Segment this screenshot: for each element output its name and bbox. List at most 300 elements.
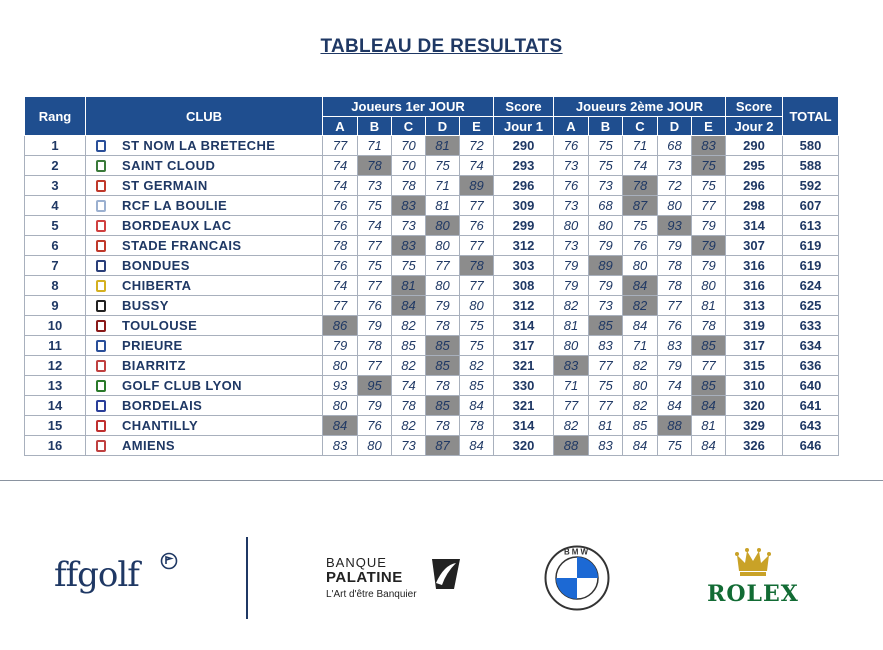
day2-score-cell: 75 [623, 216, 658, 236]
day1-score-cell: 85 [460, 376, 494, 396]
day1-score-cell: 75 [460, 336, 494, 356]
score-day1-cell: 330 [494, 376, 554, 396]
score-day1-cell: 317 [494, 336, 554, 356]
day2-score-cell: 80 [623, 256, 658, 276]
day1-score-cell: 78 [323, 236, 358, 256]
score-day2-cell: 295 [726, 156, 783, 176]
day1-score-cell: 79 [358, 396, 392, 416]
score-day2-cell: 316 [726, 256, 783, 276]
club-logo-icon [96, 240, 106, 252]
score-day2-cell: 310 [726, 376, 783, 396]
club-cell [86, 256, 323, 276]
header-player-a: A [554, 117, 589, 136]
table-row [25, 336, 839, 356]
day1-score-cell: 74 [358, 216, 392, 236]
day1-score-cell: 77 [323, 296, 358, 316]
rang-cell: 14 [25, 396, 86, 416]
total-cell: 619 [783, 236, 839, 256]
club-logo-icon [96, 160, 106, 172]
day2-score-cell: 75 [658, 436, 692, 456]
day2-score-cell: 74 [658, 376, 692, 396]
day1-score-cell: 78 [460, 416, 494, 436]
day2-score-cell: 73 [554, 236, 589, 256]
day1-score-cell: 75 [358, 196, 392, 216]
score-day1-cell: 321 [494, 396, 554, 416]
club-name: BIARRITZ [122, 358, 186, 373]
day1-score-cell: 73 [358, 176, 392, 196]
club-cell [86, 156, 323, 176]
club-name: BORDEAUX LAC [122, 218, 232, 233]
score-day2-cell: 319 [726, 316, 783, 336]
day2-score-cell: 82 [554, 296, 589, 316]
day1-score-cell: 77 [460, 276, 494, 296]
day2-score-cell: 76 [658, 316, 692, 336]
day2-score-cell: 81 [589, 416, 623, 436]
club-name: BORDELAIS [122, 398, 203, 413]
score-day1-cell: 312 [494, 296, 554, 316]
banque-palatine-logo [324, 555, 464, 603]
header-score1-line1: Score [494, 97, 554, 117]
day1-score-cell: 85 [426, 356, 460, 376]
day1-score-cell: 76 [323, 216, 358, 236]
day2-score-cell: 77 [658, 296, 692, 316]
rang-cell: 2 [25, 156, 86, 176]
club-cell [86, 176, 323, 196]
day2-score-cell: 73 [589, 176, 623, 196]
day1-score-cell: 76 [460, 216, 494, 236]
rang-cell: 10 [25, 316, 86, 336]
club-wrapper [86, 236, 322, 255]
header-player-b: B [589, 117, 623, 136]
total-cell: 580 [783, 136, 839, 156]
header-club: CLUB [86, 97, 323, 136]
day1-score-cell: 82 [392, 356, 426, 376]
results-table [24, 96, 839, 456]
club-wrapper [86, 196, 322, 215]
day1-score-cell: 85 [426, 396, 460, 416]
table-row [25, 176, 839, 196]
table-row [25, 416, 839, 436]
header-player-d: D [426, 117, 460, 136]
day2-score-cell: 85 [623, 416, 658, 436]
day2-score-cell: 78 [692, 316, 726, 336]
day1-score-cell: 73 [392, 216, 426, 236]
day2-score-cell: 74 [623, 156, 658, 176]
day1-score-cell: 80 [358, 436, 392, 456]
club-logo-icon [96, 220, 106, 232]
day2-score-cell: 75 [692, 156, 726, 176]
total-cell: 588 [783, 156, 839, 176]
table-row [25, 196, 839, 216]
day2-score-cell: 73 [589, 296, 623, 316]
day1-score-cell: 73 [392, 436, 426, 456]
club-logo-icon [96, 380, 106, 392]
day2-score-cell: 79 [658, 356, 692, 376]
day1-score-cell: 80 [323, 396, 358, 416]
day1-score-cell: 77 [460, 196, 494, 216]
rang-cell: 4 [25, 196, 86, 216]
day2-score-cell: 81 [692, 416, 726, 436]
day2-score-cell: 79 [589, 236, 623, 256]
score-day1-cell: 308 [494, 276, 554, 296]
day1-score-cell: 77 [358, 276, 392, 296]
header-day1: Joueurs 1er JOUR [323, 97, 494, 117]
day2-score-cell: 93 [658, 216, 692, 236]
score-day2-cell: 307 [726, 236, 783, 256]
score-day2-cell: 313 [726, 296, 783, 316]
bmw-lettering: BMW [564, 547, 590, 557]
header-player-e: E [460, 117, 494, 136]
day2-score-cell: 82 [623, 356, 658, 376]
score-day2-cell: 315 [726, 356, 783, 376]
header-player-c: C [392, 117, 426, 136]
club-name: GOLF CLUB LYON [122, 378, 242, 393]
total-cell: 625 [783, 296, 839, 316]
day1-score-cell: 78 [392, 176, 426, 196]
day1-score-cell: 75 [426, 156, 460, 176]
day2-score-cell: 73 [554, 196, 589, 216]
club-wrapper [86, 216, 322, 235]
day1-score-cell: 76 [323, 256, 358, 276]
score-day1-cell: 293 [494, 156, 554, 176]
rang-cell: 9 [25, 296, 86, 316]
day2-score-cell: 80 [623, 376, 658, 396]
day1-score-cell: 82 [392, 416, 426, 436]
day2-score-cell: 68 [589, 196, 623, 216]
table-row [25, 316, 839, 336]
day1-score-cell: 74 [392, 376, 426, 396]
total-cell: 636 [783, 356, 839, 376]
header-player-e: E [692, 117, 726, 136]
day2-score-cell: 76 [623, 236, 658, 256]
day1-score-cell: 86 [323, 316, 358, 336]
club-logo-icon [96, 360, 106, 372]
club-logo-icon [96, 420, 106, 432]
score-day2-cell: 298 [726, 196, 783, 216]
club-name: RCF LA BOULIE [122, 198, 228, 213]
day2-score-cell: 84 [692, 396, 726, 416]
table-row [25, 436, 839, 456]
score-day2-cell: 314 [726, 216, 783, 236]
club-name: SAINT CLOUD [122, 158, 216, 173]
day1-score-cell: 84 [323, 416, 358, 436]
ffgolf-mark-icon [160, 552, 178, 570]
club-name: ST NOM LA BRETECHE [122, 138, 276, 153]
day1-score-cell: 79 [358, 316, 392, 336]
score-day2-cell: 329 [726, 416, 783, 436]
day2-score-cell: 68 [658, 136, 692, 156]
rolex-logo [698, 547, 808, 607]
day2-score-cell: 76 [554, 136, 589, 156]
day1-score-cell: 76 [323, 196, 358, 216]
club-wrapper [86, 416, 322, 435]
day2-score-cell: 78 [623, 176, 658, 196]
total-cell: 643 [783, 416, 839, 436]
club-name: AMIENS [122, 438, 175, 453]
day2-score-cell: 79 [589, 276, 623, 296]
total-cell: 641 [783, 396, 839, 416]
day2-score-cell: 80 [554, 216, 589, 236]
club-wrapper [86, 156, 322, 175]
day2-score-cell: 83 [554, 356, 589, 376]
club-wrapper [86, 356, 322, 375]
day2-score-cell: 80 [554, 336, 589, 356]
rang-cell: 12 [25, 356, 86, 376]
banque-line2: PALATINE [326, 569, 403, 586]
club-logo-icon [96, 260, 106, 272]
day1-score-cell: 84 [392, 296, 426, 316]
table-row [25, 356, 839, 376]
score-day2-cell: 326 [726, 436, 783, 456]
total-cell: 613 [783, 216, 839, 236]
total-cell: 592 [783, 176, 839, 196]
score-day1-cell: 296 [494, 176, 554, 196]
day2-score-cell: 71 [554, 376, 589, 396]
day2-score-cell: 72 [658, 176, 692, 196]
day2-score-cell: 87 [623, 196, 658, 216]
day1-score-cell: 78 [460, 256, 494, 276]
total-cell: 633 [783, 316, 839, 336]
day2-score-cell: 77 [692, 196, 726, 216]
day1-score-cell: 82 [460, 356, 494, 376]
club-name: CHIBERTA [122, 278, 192, 293]
total-cell: 640 [783, 376, 839, 396]
day2-score-cell: 88 [554, 436, 589, 456]
club-cell [86, 196, 323, 216]
table-row [25, 396, 839, 416]
day1-score-cell: 95 [358, 376, 392, 396]
club-wrapper [86, 376, 322, 395]
total-cell: 619 [783, 256, 839, 276]
rang-cell: 11 [25, 336, 86, 356]
rang-cell: 7 [25, 256, 86, 276]
banque-line1: BANQUE [326, 555, 387, 570]
day1-score-cell: 85 [426, 336, 460, 356]
rolex-wordmark: ROLEX [707, 581, 799, 607]
day1-score-cell: 83 [392, 196, 426, 216]
score-day1-cell: 314 [494, 416, 554, 436]
sponsor-separator [246, 537, 248, 619]
day1-score-cell: 84 [460, 436, 494, 456]
day1-score-cell: 76 [358, 416, 392, 436]
total-cell: 646 [783, 436, 839, 456]
day2-score-cell: 82 [623, 296, 658, 316]
rang-cell: 5 [25, 216, 86, 236]
club-cell [86, 136, 323, 156]
page-title: TABLEAU DE RESULTATS [320, 36, 563, 57]
table-row [25, 376, 839, 396]
day1-score-cell: 80 [426, 236, 460, 256]
day2-score-cell: 89 [589, 256, 623, 276]
club-cell [86, 296, 323, 316]
club-name: BONDUES [122, 258, 190, 273]
club-wrapper [86, 436, 322, 455]
day1-score-cell: 71 [426, 176, 460, 196]
table-row [25, 216, 839, 236]
club-logo-icon [96, 340, 106, 352]
rang-cell: 13 [25, 376, 86, 396]
total-cell: 624 [783, 276, 839, 296]
day2-score-cell: 76 [554, 176, 589, 196]
day1-score-cell: 75 [392, 256, 426, 276]
banque-tagline: L'Art d'être Banquier [326, 589, 417, 600]
score-day1-cell: 299 [494, 216, 554, 236]
club-name: BUSSY [122, 298, 169, 313]
club-wrapper [86, 256, 322, 275]
day2-score-cell: 84 [623, 316, 658, 336]
header-score2-line1: Score [726, 97, 783, 117]
total-cell: 634 [783, 336, 839, 356]
day1-score-cell: 93 [323, 376, 358, 396]
day1-score-cell: 70 [392, 156, 426, 176]
rolex-crown-icon [733, 547, 773, 577]
score-day1-cell: 321 [494, 356, 554, 376]
day1-score-cell: 78 [426, 316, 460, 336]
club-wrapper [86, 136, 322, 155]
day2-score-cell: 84 [623, 276, 658, 296]
score-day2-cell: 316 [726, 276, 783, 296]
day2-score-cell: 83 [692, 136, 726, 156]
day2-score-cell: 75 [589, 156, 623, 176]
divider [0, 480, 883, 481]
day2-score-cell: 78 [658, 256, 692, 276]
club-cell [86, 336, 323, 356]
table-row [25, 236, 839, 256]
day2-score-cell: 78 [658, 276, 692, 296]
club-cell [86, 376, 323, 396]
ffgolf-logo: ffgolf [54, 555, 139, 595]
day2-score-cell: 84 [692, 436, 726, 456]
club-wrapper [86, 176, 322, 195]
club-logo-icon [96, 320, 106, 332]
day1-score-cell: 77 [426, 256, 460, 276]
table-row [25, 256, 839, 276]
day2-score-cell: 81 [554, 316, 589, 336]
score-day1-cell: 309 [494, 196, 554, 216]
club-cell [86, 316, 323, 336]
rang-cell: 8 [25, 276, 86, 296]
day1-score-cell: 87 [426, 436, 460, 456]
table-row [25, 156, 839, 176]
score-day2-cell: 290 [726, 136, 783, 156]
day1-score-cell: 83 [392, 236, 426, 256]
day2-score-cell: 77 [692, 356, 726, 376]
club-cell [86, 236, 323, 256]
day1-score-cell: 74 [323, 276, 358, 296]
score-day1-cell: 290 [494, 136, 554, 156]
day2-score-cell: 77 [554, 396, 589, 416]
club-cell [86, 216, 323, 236]
day2-score-cell: 79 [692, 256, 726, 276]
club-cell [86, 416, 323, 436]
results-body [25, 136, 839, 456]
day1-score-cell: 77 [358, 236, 392, 256]
day1-score-cell: 79 [426, 296, 460, 316]
day2-score-cell: 71 [623, 336, 658, 356]
day1-score-cell: 78 [426, 416, 460, 436]
table-row [25, 136, 839, 156]
day2-score-cell: 80 [692, 276, 726, 296]
bmw-logo [544, 545, 610, 611]
club-logo-icon [96, 140, 106, 152]
club-wrapper [86, 296, 322, 315]
day2-score-cell: 79 [692, 236, 726, 256]
score-day1-cell: 312 [494, 236, 554, 256]
day2-score-cell: 77 [589, 396, 623, 416]
day1-score-cell: 78 [358, 156, 392, 176]
day2-score-cell: 79 [692, 216, 726, 236]
club-cell [86, 356, 323, 376]
header-score1-line2: Jour 1 [494, 117, 554, 136]
day2-score-cell: 81 [692, 296, 726, 316]
day1-score-cell: 83 [323, 436, 358, 456]
header-player-a: A [323, 117, 358, 136]
day1-score-cell: 74 [323, 176, 358, 196]
header-total: TOTAL [783, 97, 839, 136]
day2-score-cell: 84 [623, 436, 658, 456]
score-day2-cell: 296 [726, 176, 783, 196]
day1-score-cell: 81 [426, 136, 460, 156]
club-name: STADE FRANCAIS [122, 238, 242, 253]
day1-score-cell: 78 [426, 376, 460, 396]
day2-score-cell: 80 [589, 216, 623, 236]
club-logo-icon [96, 180, 106, 192]
club-name: TOULOUSE [122, 318, 198, 333]
header-day2: Joueurs 2ème JOUR [554, 97, 726, 117]
club-logo-icon [96, 280, 106, 292]
rang-cell: 1 [25, 136, 86, 156]
day2-score-cell: 77 [589, 356, 623, 376]
day1-score-cell: 89 [460, 176, 494, 196]
day2-score-cell: 85 [589, 316, 623, 336]
day1-score-cell: 76 [358, 296, 392, 316]
club-cell [86, 436, 323, 456]
rang-cell: 16 [25, 436, 86, 456]
day1-score-cell: 80 [460, 296, 494, 316]
day1-score-cell: 78 [392, 396, 426, 416]
day2-score-cell: 75 [589, 136, 623, 156]
day2-score-cell: 75 [692, 176, 726, 196]
club-wrapper [86, 276, 322, 295]
club-cell [86, 276, 323, 296]
club-wrapper [86, 396, 322, 415]
day2-score-cell: 75 [589, 376, 623, 396]
day1-score-cell: 74 [323, 156, 358, 176]
day1-score-cell: 80 [426, 216, 460, 236]
club-logo-icon [96, 300, 106, 312]
day1-score-cell: 74 [460, 156, 494, 176]
day1-score-cell: 80 [323, 356, 358, 376]
club-name: ST GERMAIN [122, 178, 208, 193]
day1-score-cell: 75 [460, 316, 494, 336]
club-name: PRIEURE [122, 338, 183, 353]
day2-score-cell: 79 [658, 236, 692, 256]
day1-score-cell: 80 [426, 276, 460, 296]
club-wrapper [86, 316, 322, 335]
day2-score-cell: 83 [589, 436, 623, 456]
day1-score-cell: 77 [460, 236, 494, 256]
day2-score-cell: 79 [554, 276, 589, 296]
day1-score-cell: 71 [358, 136, 392, 156]
day1-score-cell: 81 [426, 196, 460, 216]
header-player-b: B [358, 117, 392, 136]
day2-score-cell: 73 [658, 156, 692, 176]
header-player-c: C [623, 117, 658, 136]
rang-cell: 6 [25, 236, 86, 256]
rang-cell: 3 [25, 176, 86, 196]
day1-score-cell: 70 [392, 136, 426, 156]
day1-score-cell: 81 [392, 276, 426, 296]
